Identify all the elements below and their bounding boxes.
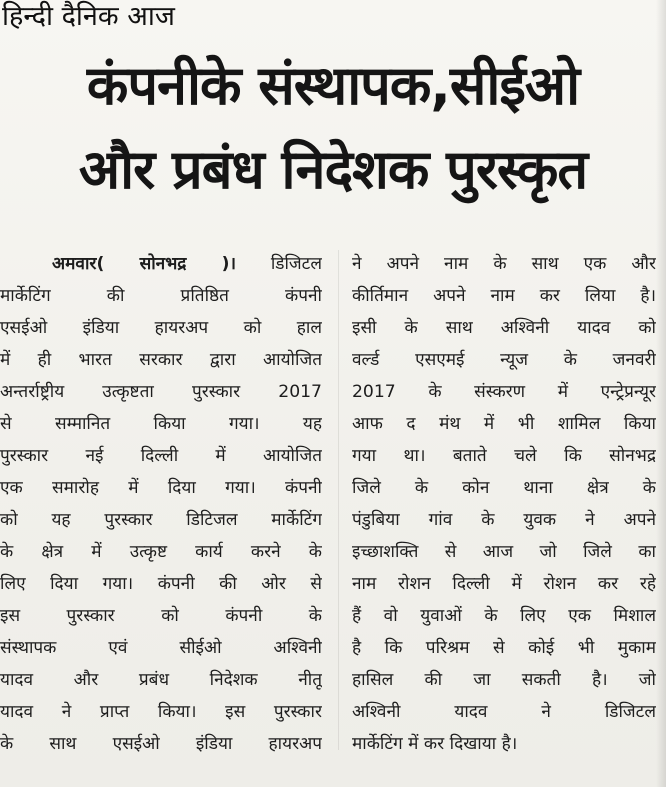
article-line: आफ द मंथ में भी शामिल किया xyxy=(352,414,656,434)
article-line: एक समारोह में दिया गया। कंपनी xyxy=(0,478,322,498)
article-line: नाम रोशन दिल्ली में रोशन कर रहे xyxy=(352,574,656,594)
article-line: इस पुरस्कार को कंपनी के xyxy=(0,606,322,626)
article-column-right xyxy=(352,248,656,768)
newspaper-source-label: हिन्दी दैनिक आज xyxy=(2,1,175,32)
article-column-left xyxy=(0,248,322,768)
article-line: ने अपने नाम के साथ एक और xyxy=(352,254,656,274)
article-line: वर्ल्ड एसएमई न्यूज के जनवरी xyxy=(352,350,656,370)
article-line: मार्केटिंग में कर दिखाया है। xyxy=(352,734,518,754)
article-line: पुरस्कार नई दिल्ली में आयोजित xyxy=(0,446,322,466)
article-line: अश्विनी यादव ने डिजिटल xyxy=(352,702,656,722)
dateline: अमवार( सोनभद्र )। xyxy=(52,254,237,274)
article-line: है कि परिश्रम से कोई भी मुकाम xyxy=(352,638,656,658)
article-line: यादव और प्रबंध निदेशक नीतू xyxy=(0,670,322,690)
article-line: को यह पुरस्कार डिटिजल मार्केटिंग xyxy=(0,510,322,530)
article-line: कीर्तिमान अपने नाम कर लिया है। xyxy=(352,286,656,306)
article-line: मार्केटिंग की प्रतिष्ठित कंपनी xyxy=(0,286,322,306)
article-line: एसईओ इंडिया हायरअप को हाल xyxy=(0,318,322,338)
article-line xyxy=(0,248,322,280)
article-line: इच्छाशक्ति से आज जो जिले का xyxy=(352,542,656,562)
article-line-text: डिजिटल xyxy=(270,254,322,274)
article-line: के साथ एसईओ इंडिया हायरअप xyxy=(0,734,322,754)
article-line: हासिल की जा सकती है। जो xyxy=(352,670,656,690)
headline-line-2: और प्रबंध निदेशक पुरस्कृत xyxy=(78,138,588,201)
article-line: जिले के कोन थाना क्षेत्र के xyxy=(352,478,656,498)
article-line: लिए दिया गया। कंपनी की ओर से xyxy=(0,574,322,594)
article-line: में ही भारत सरकार द्वारा आयोजित xyxy=(0,350,322,370)
headline-line-1: कंपनीके संस्थापक,सीईओ xyxy=(86,54,580,117)
article-line: 2017 के संस्करण में एन्ट्रेप्रन्यूर xyxy=(352,382,656,402)
article-line: गया था। बताते चले कि सोनभद्र xyxy=(352,446,656,466)
article-line: से सम्मानित किया गया। यह xyxy=(0,414,322,434)
article-line: के क्षेत्र में उत्कृष्ट कार्य करने के xyxy=(0,542,322,562)
article-line: हैं वो युवाओं के लिए एक मिशाल xyxy=(352,606,656,626)
column-divider xyxy=(338,250,339,750)
headline xyxy=(0,44,666,212)
article-line: इसी के साथ अश्विनी यादव को xyxy=(352,318,656,338)
article-line: संस्थापक एवं सीईओ अश्विनी xyxy=(0,638,322,658)
article-line: यादव ने प्राप्त किया। इस पुरस्कार xyxy=(0,702,322,722)
article-line: पंडुबिया गांव के युवक ने अपने xyxy=(352,510,656,530)
article-line: अन्तर्राष्ट्रीय उत्कृष्टता पुरस्कार 2017 xyxy=(0,382,322,402)
